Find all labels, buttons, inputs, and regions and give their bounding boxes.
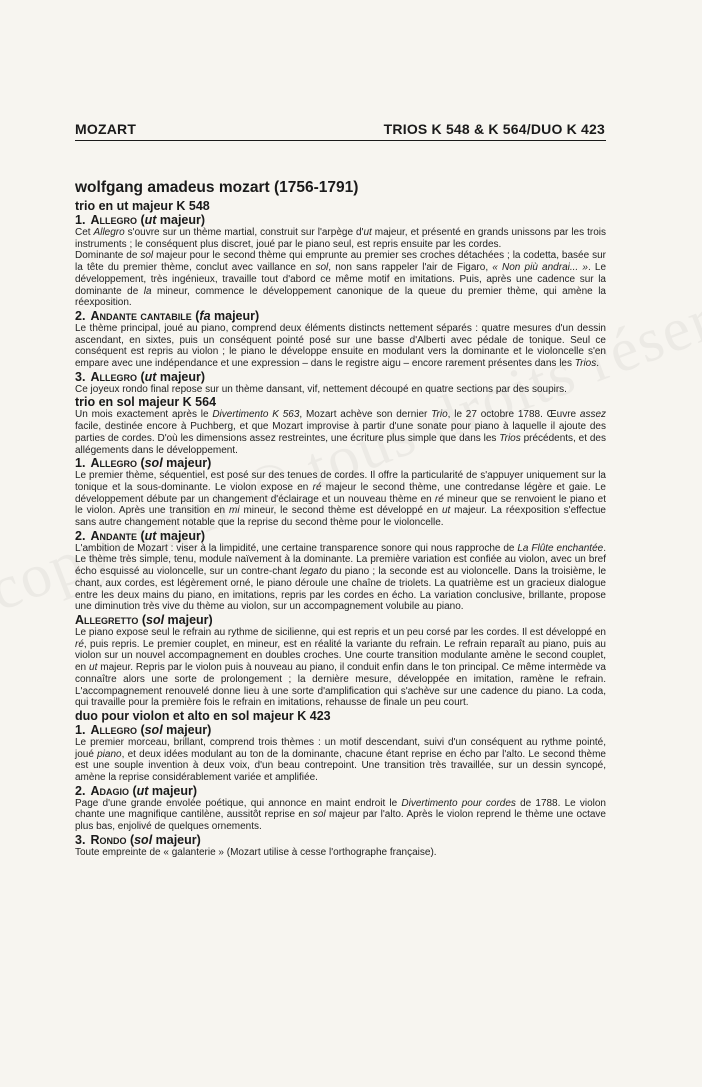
movement-key-note: sol (144, 722, 163, 737)
movement-tempo: Adagio (90, 783, 129, 798)
movement-description: Le thème principal, joué au piano, comprend deux éléments distincts nettement séparés : quatre mesures d'un dessin ascendant, en sixtes, puis un conséquent pointé posé sur une basse d'Alberti avec pédale de tonique. Seul ce conséquent est repris au violon ; le piano le développe ensuite en modulant vers la dominante et le violoncelle s'en empare avec une indépendance et une expression – dans le registre aigu – encore rarement présentes dans les Trios. (75, 322, 606, 370)
italic-run: Allegro (93, 227, 125, 238)
movement-key-note: ut (144, 528, 157, 543)
movement-tempo: Allegro (90, 456, 137, 471)
movement-number: 1. (75, 456, 86, 471)
movement-tempo: Andante cantabile (90, 308, 192, 323)
movement-key-note: sol (146, 612, 165, 627)
movement-tempo: Allegro (90, 722, 137, 737)
italic-run: « Non più andrai... » (492, 262, 588, 274)
movement-key-note: ut (144, 213, 157, 227)
movement-tempo: Allegro (90, 213, 137, 227)
movement-key-note: sol (144, 456, 163, 471)
movement-description: Le piano expose seul le refrain au rythme de sicilienne, qui est repris et un peu corsé par les cordes. Il est développé en ré, puis repris. Le premier couplet, en mineur, est en réalité la variante du refrain. Le refrain reparaît au piano, puis au violon sur un nouvel accompagnement en doubles croches. Une courte transition modulante amène le second couplet, en ut majeur. Repris par le violon puis à nouveau au piano, il conduit enfin dans le ton principal. Ce même intermède va connaître alors une sorte de prolongement ; la dernière mesure, développée en imitation, ramène le refrain. L'accompagnement renouvelé donne lieu à une sorte d'amplification qui s'achève sur une cadence du piano. La coda, qui travaille pour la première fois le refrain en imitations, rehausse de finale un peu court. (75, 626, 606, 709)
italic-run: ré (312, 481, 322, 493)
italic-run: ut (441, 505, 451, 517)
movement-description: Toute empreinte de « galanterie » (Mozart utilise à cesse l'orthographe française). (75, 846, 437, 858)
movement-heading: 3. Rondo (sol majeur) (75, 832, 201, 847)
movement-number: 3. (75, 832, 86, 847)
sections (75, 199, 606, 859)
italic-run: ré (75, 638, 84, 650)
running-head (75, 121, 605, 137)
italic-run: Divertimento K 563 (212, 409, 300, 421)
movement-tempo: Rondo (90, 832, 127, 847)
movement-description: Page d'une grande envolée poétique, qui annonce en maint endroit le Divertimento pour cordes de 1788. Le violon chante une magnifique cantilène, aussitôt reprise en sol majeur par l'alto. Après le violon reprend le thème une octave plus bas, enjolivé de quelques ornements. (75, 797, 606, 833)
italic-run: sol (312, 809, 326, 821)
movement-heading: 2. Andante (ut majeur) (75, 528, 206, 543)
italic-run: ut (89, 662, 98, 674)
movement-heading: 2. Andante cantabile (fa majeur) (75, 308, 260, 323)
italic-run: legato (299, 566, 328, 578)
movement-description: Ce joyeux rondo final repose sur un thème dansant, vif, nettement découpé en quatre sections par des soupirs. (75, 383, 567, 395)
italic-run: sol (140, 250, 154, 262)
italic-run: Trio (431, 409, 448, 421)
composer-heading: wolfgang amadeus mozart (1756-1791) (75, 179, 359, 196)
movement-number: 2. (75, 308, 86, 323)
header-rule (75, 140, 606, 141)
movement-description: Dominante de sol majeur pour le second thème qui emprunte au premier ses croches détachées ; la codetta, basée sur la tête du premier thème, conclut avec vaillance en sol, non sans rappeler l'air de Figaro, « Non più andrai... ». Le développement, très ingénieux, travaille tout d'abord ce même motif en imitations. Puis, après une cadence sur la dominante de la mineur, commence le développement canonique de la queue du premier thème, qui amène la réexposition. (75, 250, 607, 309)
italic-run: piano (97, 748, 122, 760)
movement-heading: 1. Allegro (sol majeur) (75, 722, 212, 737)
movement-tempo: Allegro (90, 369, 137, 384)
italic-run: Trios (499, 432, 521, 444)
movement-key-note: ut (144, 369, 157, 384)
work-title: duo pour violon et alto en sol majeur K 423 (75, 708, 331, 723)
movement-description: Le premier morceau, brillant, comprend trois thèmes : un motif descendant, suivi d'un conséquent au rythme pointé, joué piano, et deux idées modulant au ton de la dominante, chacune étant reprise en écho par l'alto. Le second thème est une souple invention à deux voix, d'un beau contrepoint. Une transition très travaillée, sur un dessin syncopé, amène la reprise considérablement variée et amplifiée. (75, 736, 606, 784)
main-content (75, 179, 606, 859)
movement-key-note: sol (134, 832, 153, 847)
movement-heading: 3. Allegro (ut majeur) (75, 369, 206, 384)
italic-run: Divertimento pour cordes (401, 797, 516, 809)
movement-number: 2. (75, 783, 86, 798)
italic-run: mi (229, 505, 240, 517)
italic-run: Trios (574, 358, 597, 370)
italic-run: ré (434, 493, 444, 505)
movement-heading: 1. Allegro (sol majeur) (75, 456, 212, 471)
italic-run: la (143, 285, 152, 297)
movement-number: 1. (75, 722, 86, 737)
movement-description: L'ambition de Mozart : viser à la limpidité, une certaine transparence sonore qui nous rapproche de La Flûte enchantée. Le thème très simple, tenu, module naïvement à la dominante. La première variation est confiée au violon, avec un bref écho esquissé au violoncelle, sur un contre-chant legato du piano ; la seconde est au violoncelle. Dans la troisième, le chant, aux cordes, est légèrement orné, le piano déroule une chaîne de triolets. La quatrième est un gracieux dialogue entre les deux mains du piano, en imitations, repris par les cordes en écho. La variation conclusive, brillante, propose une diminution très vive du thème au violon, sur un accompagnement volubile au piano. (75, 542, 607, 613)
running-head-left: MOZART (75, 121, 137, 137)
work-title: trio en sol majeur K 564 (75, 395, 217, 410)
movement-number: 3. (75, 369, 86, 384)
movement-description: Cet Allegro s'ouvre sur un thème martial, construit sur l'arpège d'ut majeur, et présenté en grands unissons par les trois instruments ; le conséquent plus discret, joué par le piano seul, est repris ensuite par les cordes. (75, 227, 606, 250)
movement-key-note: fa (199, 308, 211, 323)
italic-run: assez (579, 409, 607, 421)
movement-heading: 2. Adagio (ut majeur) (75, 783, 198, 798)
running-head-right: TRIOS K 548 & K 564/DUO K 423 (383, 121, 605, 137)
movement-number: 1. (75, 213, 86, 227)
movement-heading: Allegretto (sol majeur) (75, 612, 213, 627)
italic-run: sol (315, 262, 329, 274)
movement-number: 2. (75, 528, 86, 543)
movement-heading: 1. Allegro (ut majeur) (75, 213, 206, 227)
movement-tempo: Andante (90, 528, 137, 543)
italic-run: La Flûte enchantée (517, 542, 604, 554)
movement-description: Le premier thème, séquentiel, est posé sur des tenues de cordes. Il offre la particularité de s'appuyer uniquement sur la tonique et la sous-dominante. Le violon expose en ré majeur le second thème, une contredanse légère et gaie. Le développement débute par un changement d'éclairage et un nouveau thème en ré mineur que se renvoient le piano et le violon. Après une transition en mi mineur, le second thème est développé en ut majeur. La réexposition s'effectue sans autre changement notable que la reprise du second thème pour le violoncelle. (75, 470, 606, 529)
work-title: trio en ut majeur K 548 (75, 199, 210, 213)
work-intro-paragraph: Un mois exactement après le Divertimento K 563, Mozart achève son dernier Trio, le 27 octobre 1788. Œuvre assez facile, destinée encore à Puchberg, et que Mozart improvise à partir d'une sonate pour piano à laquelle il ajoute des parties de cordes. D'où les dimensions assez restreintes, une écriture plus simple que dans les Trios précédents, et des allégements dans le développement. (75, 409, 607, 456)
movement-tempo: Allegretto (75, 612, 139, 627)
movement-key-note: ut (136, 783, 149, 798)
italic-run: ut (363, 227, 372, 238)
